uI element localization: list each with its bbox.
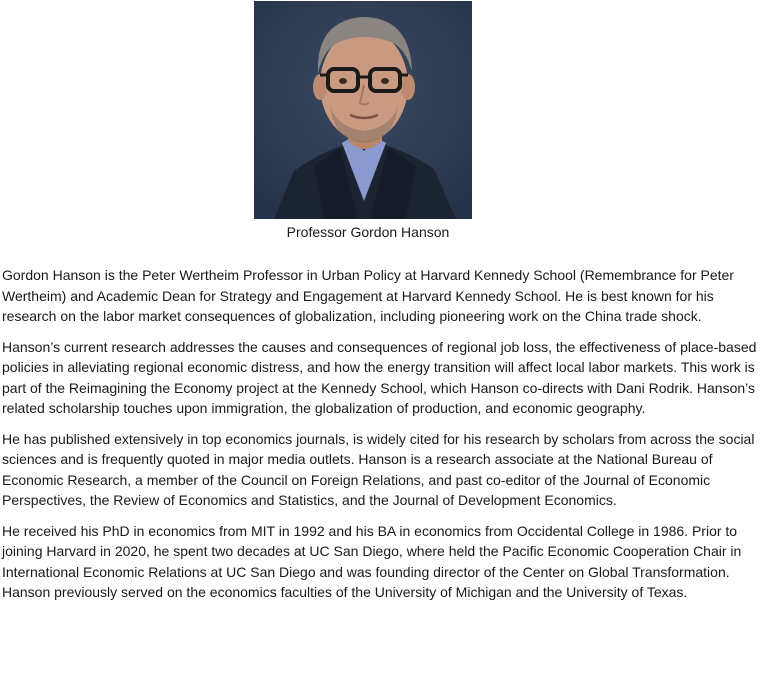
portrait-photo [254,1,472,219]
bio-paragraph: Hanson’s current research addresses the causes and consequences of regional job loss, the effectiveness of place-based policies in alleviating regional economic distress, and how the energy transition will affect local labor markets. This work is part of the Reimagining the Economy project at the Kennedy School, which Hanson co-directs with Dani Rodrik. Hanson’s related scholarship touches upon immigration, the globalization of production, and economic geography. [2,338,757,416]
portrait-icon [254,1,472,219]
bio-paragraph: He has published extensively in top economics journals, is widely cited for his research by scholars from across the social sciences and is frequently quoted in major media outlets. Hanson is a research associate at the National Bureau of Economic Research, a member of the Council on Foreign Relations, and past co-editor of the Journal of Economic Perspectives, the Review of Economics and Statistics, and the Journal of Development Economics. [2,430,755,508]
photo-caption: Professor Gordon Hanson [286,224,450,240]
biography [2,265,762,613]
bio-paragraph: He received his PhD in economics from MIT in 1992 and his BA in economics from Occidental College in 1986. Prior to joining Harvard in 2020, he spent two decades at UC San Diego, where held the Pacific Economic Cooperation Chair in International Economic Relations at UC San Diego and was founding director of the Center on Global Transformation. Hanson previously served on the economics faculties of the University of Michigan and the University of Texas. [2,522,742,600]
bio-paragraph: Gordon Hanson is the Peter Wertheim Professor in Urban Policy at Harvard Kennedy School (Remembrance for Peter Wertheim) and Academic Dean for Strategy and Engagement at Harvard Kennedy School. He is best known for his research on the labor market consequences of globalization, including pioneering work on the China trade shock. [2,267,734,324]
